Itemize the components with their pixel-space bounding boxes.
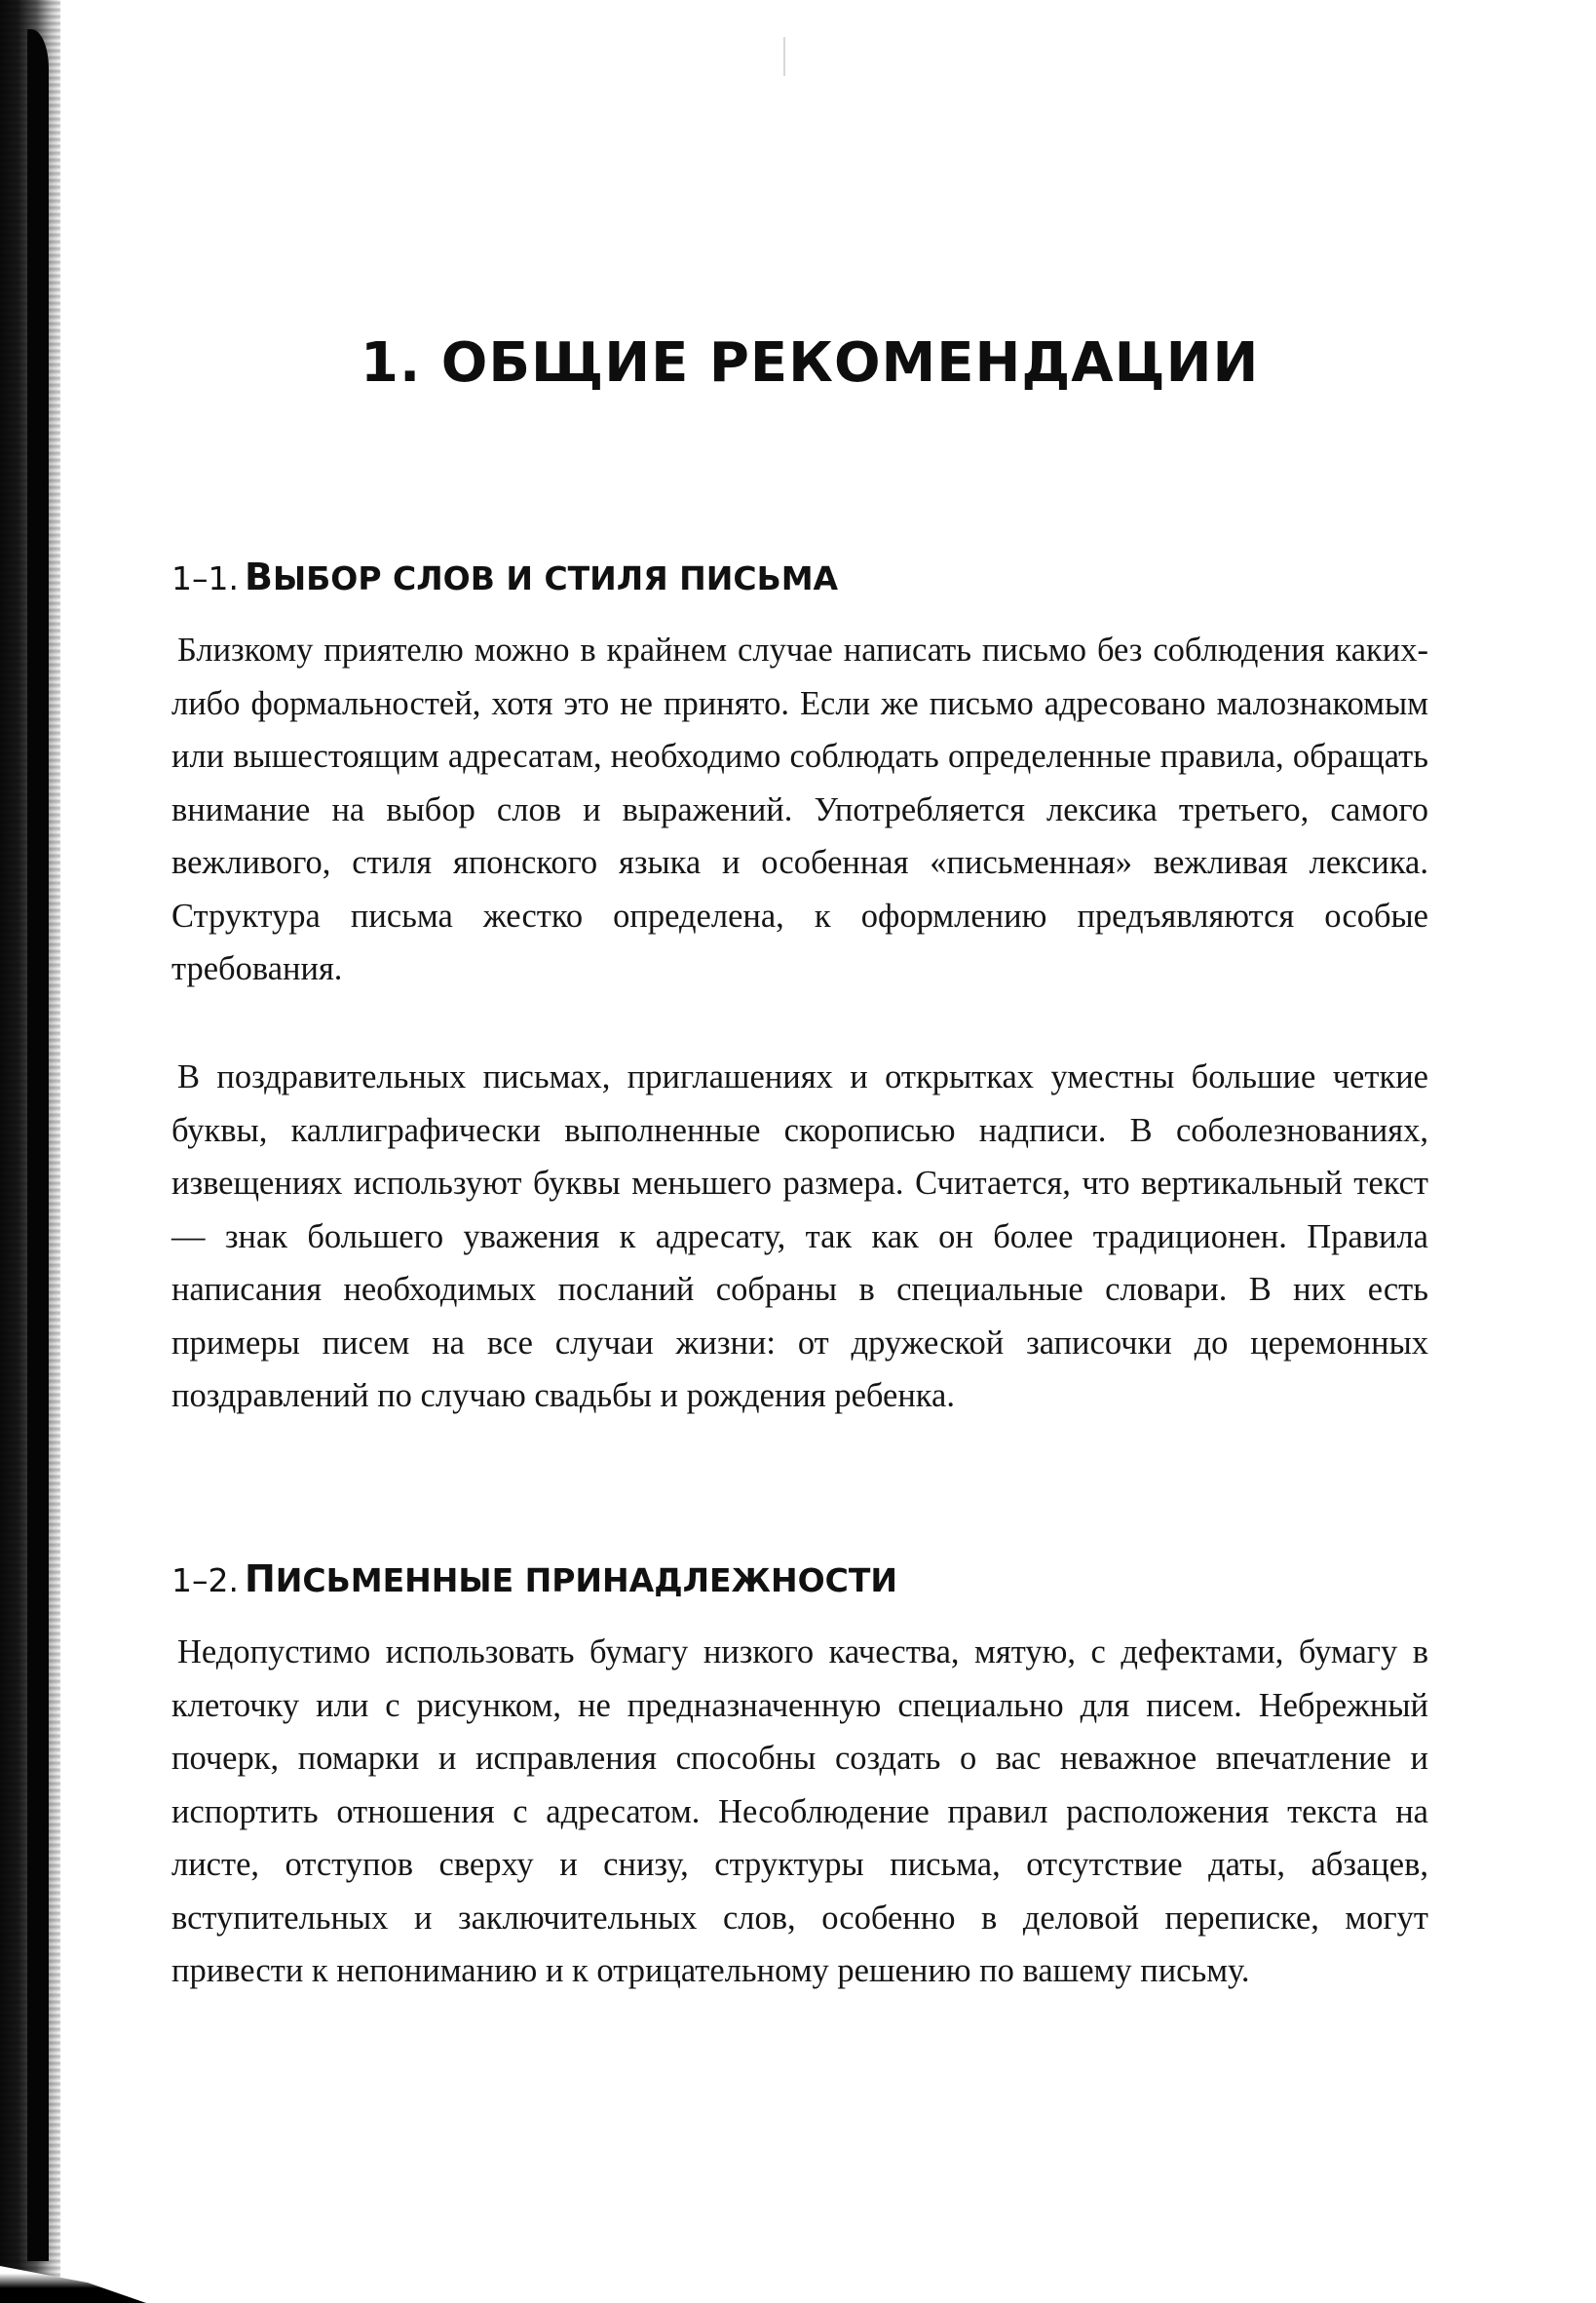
scan-artifact-mark (783, 37, 785, 76)
book-spine-shadow (27, 29, 49, 2261)
paragraph-1-1-b: В поздравительных письмах, приглашениях и открытках уместны большие четкие буквы, каллиграфически выполненные скорописью надписи. В соболезнованиях, извещениях используют буквы меньшего размера. Считается, что вертикальный текст — знак большего уважения к адресату, так как он более традиционен. Правила написания необходимых посланий собраны в специальные словари. В них есть примеры писем на все случаи жизни: от дружеской записочки до церемонных поздравлений по случаю свадьбы и рождения ребенка. (171, 1058, 1428, 1414)
paragraph-1-2-a: Недопустимо использовать бумагу низкого качества, мятую, с дефектами, бумагу в клеточку или с рисунком, не предназначенную специально для писем. Небрежный почерк, помарки и исправления способны создать о вас неважное впечатление и испортить отношения с адресатом. Несоблюдение правил расположения текста на листе, отступов сверху и снизу, структуры письма, отсутствие даты, абзацев, вступительных и заключительных слов, особенно в деловой переписке, могут привести к непониманию и к отрицательному решению по вашему письму. (171, 1633, 1428, 1989)
section-number: 1–1. (171, 559, 239, 597)
chapter-title: 1. ОБЩИЕ РЕКОМЕНДАЦИИ (361, 331, 1260, 395)
section-heading-1-1 (171, 556, 838, 598)
section-title-initial: В (244, 556, 273, 598)
section-title-text: ЫБОР СЛОВ И СТИЛЯ ПИСЬМА (272, 559, 839, 597)
paragraph-1-1-a: Близкому приятелю можно в крайнем случае написать письмо без соблюдения каких-либо формальностей, хотя это не принято. Если же письмо адресовано малознакомым или вышестоящим адресатам, необходимо соблюдать определенные правила, обращать внимание на выбор слов и выражений. Употребляется лексика третьего, самого вежливого, стиля японского языка и особенная «письменная» вежливая лексика. Структура письма жестко определена, к оформлению предъявляются особые требования. (171, 632, 1428, 987)
section-title-initial: П (244, 1557, 276, 1600)
section-title-text: ИСЬМЕННЫЕ ПРИНАДЛЕЖНОСТИ (275, 1561, 897, 1599)
section-heading-1-2 (171, 1557, 897, 1600)
page-corner-shadow (0, 2266, 146, 2303)
section-number: 1–2. (171, 1561, 239, 1599)
